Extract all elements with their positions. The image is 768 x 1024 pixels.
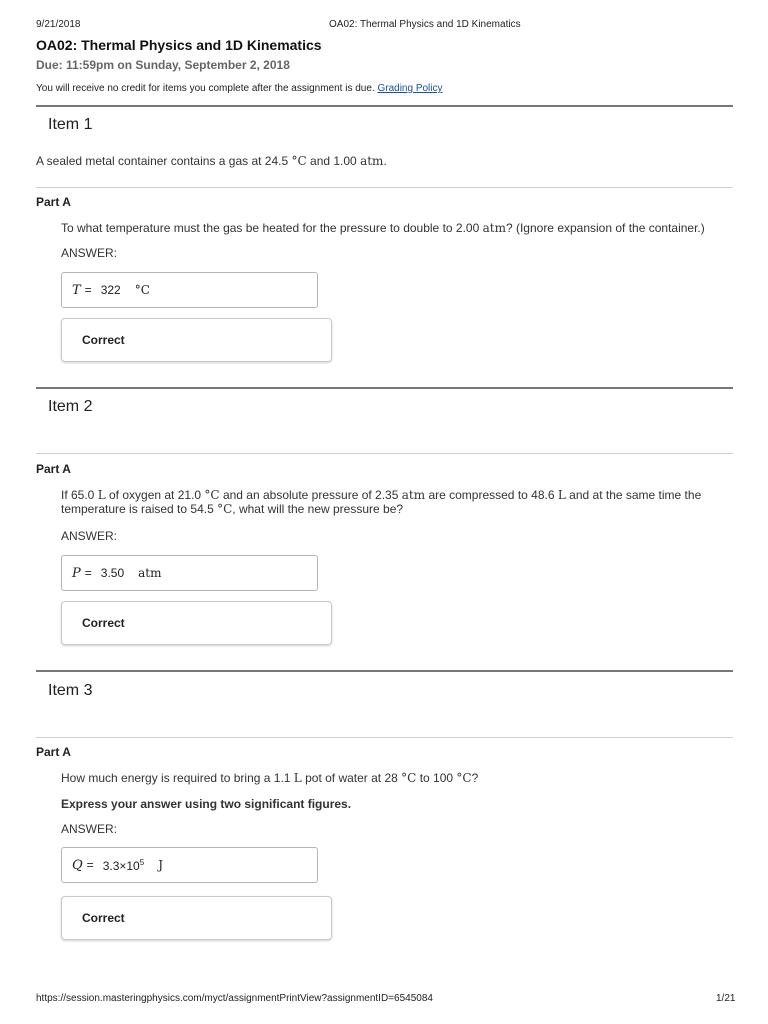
print-page-title: OA02: Thermal Physics and 1D Kinematics <box>329 19 521 30</box>
answer-unit: atm <box>138 566 162 580</box>
item-divider <box>36 387 733 389</box>
section-divider <box>36 187 733 188</box>
item-3-title: Item 3 <box>48 682 93 699</box>
item-3-correct-feedback: Correct <box>61 896 332 940</box>
item-1-correct-feedback: Correct <box>61 318 332 362</box>
item-1-intro: A sealed metal container contains a gas at 24.5 °C and 1.00 atm. <box>36 154 387 168</box>
answer-variable: P <box>72 565 81 581</box>
print-url: https://session.masteringphysics.com/myct/assignmentPrintView?assignmentID=6545084 <box>36 993 433 1004</box>
late-notice <box>36 83 443 94</box>
item-3-part-a-label: Part A <box>36 745 71 759</box>
item-2-answer-box: P = 3.50 atm <box>61 555 318 591</box>
section-divider <box>36 737 733 738</box>
grading-policy-link[interactable]: Grading Policy <box>377 83 443 94</box>
answer-value: $3.3\times 10^5$ <box>102 857 145 873</box>
item-3-instruction: Express your answer using two significant figures. <box>61 797 352 811</box>
answer-unit: °C <box>134 283 150 297</box>
item-1-question: To what temperature must the gas be heated for the pressure to double to 2.00 atm? (Ignore expansion of the container.) <box>61 221 705 235</box>
answer-variable: Q <box>72 857 83 873</box>
item-divider <box>36 105 733 107</box>
due-date: Due: 11:59pm on Sunday, September 2, 2018 <box>36 58 290 72</box>
item-divider <box>36 670 733 672</box>
item-1-part-a-label: Part A <box>36 195 71 209</box>
item-1-answer-box: T = 322 °C <box>61 272 318 308</box>
item-3-answer-label: ANSWER: <box>61 822 118 836</box>
item-2-part-a-label: Part A <box>36 462 71 476</box>
item-1-answer-label: ANSWER: <box>61 246 118 260</box>
page-number: 1/21 <box>716 993 736 1004</box>
section-divider <box>36 453 733 454</box>
item-1-title: Item 1 <box>48 116 93 133</box>
item-2-answer-label: ANSWER: <box>61 529 118 543</box>
print-date: 9/21/2018 <box>36 19 81 30</box>
answer-variable: T <box>72 282 81 298</box>
late-notice-text: You will receive no credit for items you complete after the assignment is due. <box>36 83 375 94</box>
answer-unit: J <box>158 858 163 872</box>
answer-value: 322 <box>100 283 121 297</box>
answer-value: 3.50 <box>100 566 125 580</box>
item-2-correct-feedback: Correct <box>61 601 332 645</box>
item-2-title: Item 2 <box>48 398 93 415</box>
item-3-question: How much energy is required to bring a 1.1 L pot of water at 28 °C to 100 °C? <box>61 771 479 785</box>
item-2-question: If 65.0 L of oxygen at 21.0 °C and an absolute pressure of 2.35 atm are compressed to 48.6 L and at the same time the temperature is raised to 54.5 °C, what will the new pressure be? <box>61 488 702 516</box>
assignment-title: OA02: Thermal Physics and 1D Kinematics <box>36 37 322 53</box>
item-3-answer-box: Q = $3.3\times 10^5$ J <box>61 847 318 883</box>
